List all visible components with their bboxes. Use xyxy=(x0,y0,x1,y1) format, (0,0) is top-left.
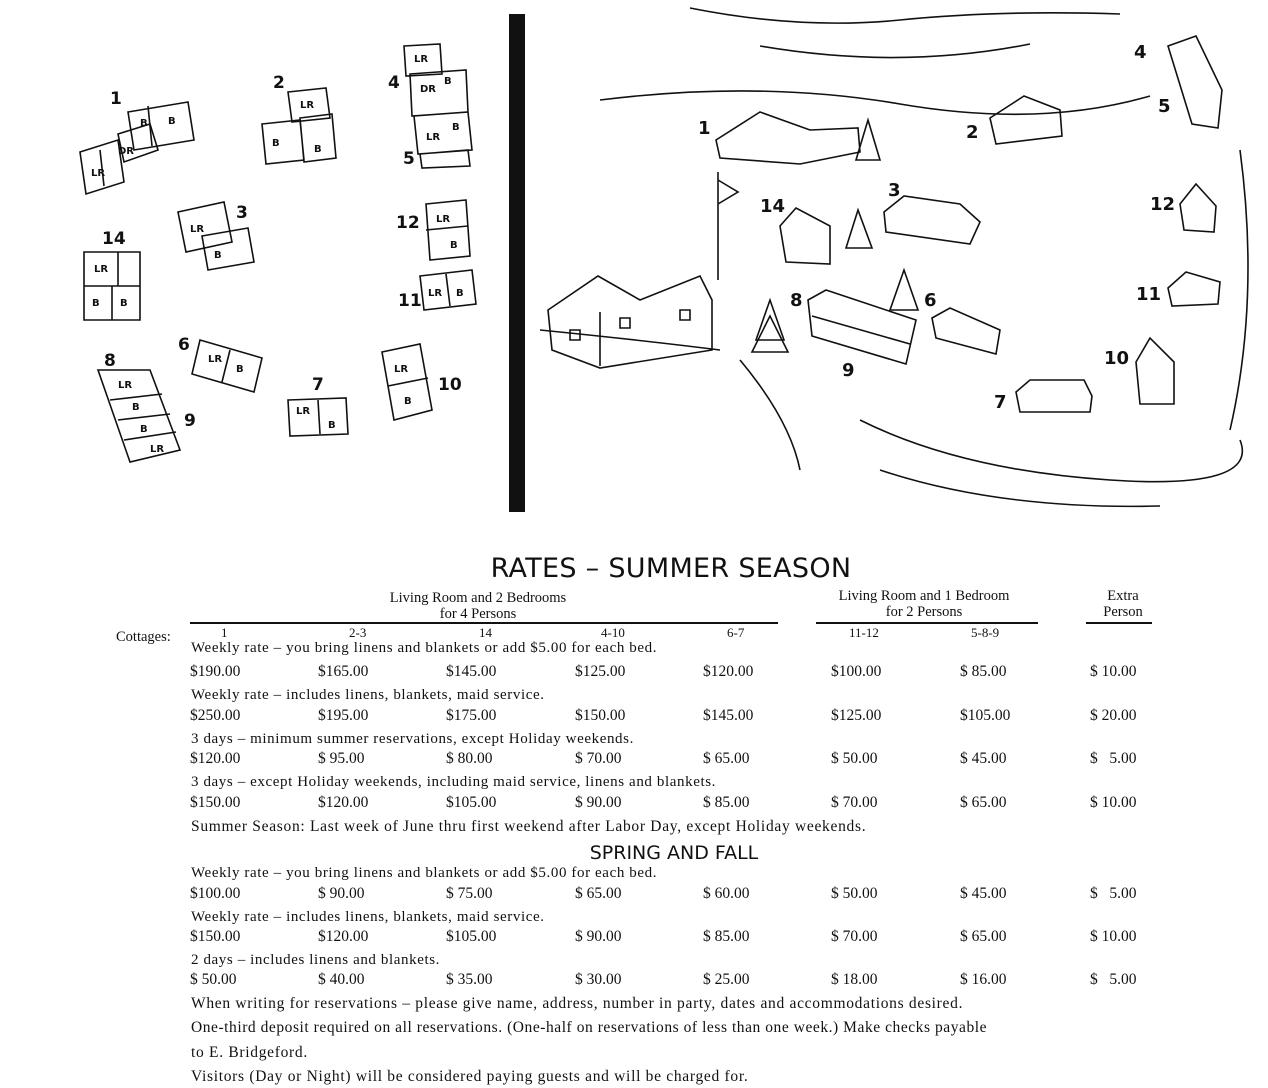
scene-number-14: 14 xyxy=(760,196,786,217)
price-cell: $120.00 xyxy=(703,663,754,680)
svg-text:B: B xyxy=(444,76,452,87)
price-cell: $ 30.00 xyxy=(575,971,622,988)
floor-plan-8-9 xyxy=(98,351,196,462)
price-cell: $120.00 xyxy=(318,928,369,945)
floor-plan-12 xyxy=(396,200,470,260)
floor-plan-number-2: 2 xyxy=(273,73,285,93)
price-cell: $105.00 xyxy=(446,794,497,811)
price-cell: $120.00 xyxy=(190,750,241,767)
price-cell: $ 5.00 xyxy=(1090,885,1137,902)
price-cell: $ 65.00 xyxy=(960,928,1007,945)
floor-plan-2 xyxy=(262,73,336,164)
floor-plan-number-12: 12 xyxy=(396,213,420,233)
site-drawing xyxy=(540,8,1248,506)
scene-number-12: 12 xyxy=(1150,194,1176,215)
price-cell: $ 70.00 xyxy=(831,928,878,945)
group-a-header-line2: for 4 Persons xyxy=(439,606,517,622)
floor-plan-number-14: 14 xyxy=(102,229,126,249)
column-header: 6-7 xyxy=(727,625,745,640)
rate-row-desc: Weekly rate – you bring linens and blankets or add $5.00 for each bed. xyxy=(191,640,658,656)
rates-title: RATES – SUMMER SEASON xyxy=(490,553,852,584)
price-cell: $ 10.00 xyxy=(1090,928,1137,945)
price-cell: $ 10.00 xyxy=(1090,663,1137,680)
price-cell: $150.00 xyxy=(575,707,626,724)
price-cell: $ 70.00 xyxy=(575,750,622,767)
floor-plan-11 xyxy=(398,270,476,311)
svg-text:LR: LR xyxy=(118,380,133,391)
group-b-header-line1: Living Room and 1 Bedroom xyxy=(838,588,1010,604)
svg-text:LR: LR xyxy=(208,354,223,365)
price-cell: $125.00 xyxy=(575,663,626,680)
svg-text:B: B xyxy=(140,118,148,129)
summer-season-note: Summer Season: Last week of June thru first weekend after Labor Day, except Holiday weekends. xyxy=(191,818,867,835)
column-header: 4-10 xyxy=(601,625,625,640)
price-cell: $ 85.00 xyxy=(960,663,1007,680)
svg-text:B: B xyxy=(456,288,464,299)
scene-number-8: 8 xyxy=(790,290,803,311)
svg-text:LR: LR xyxy=(428,288,443,299)
cottage-illustration xyxy=(0,0,1268,530)
price-cell: $ 50.00 xyxy=(831,885,878,902)
floor-plan-number-5: 5 xyxy=(403,149,415,169)
price-cell: $ 45.00 xyxy=(960,885,1007,902)
divider-bar xyxy=(509,14,525,512)
floor-plan-7 xyxy=(288,375,348,436)
svg-text:LR: LR xyxy=(426,132,441,143)
group-a-header xyxy=(350,590,606,622)
price-cell: $ 75.00 xyxy=(446,885,493,902)
scene-number-3: 3 xyxy=(888,180,901,201)
cottages-label: Cottages: xyxy=(116,629,171,645)
group-b-header xyxy=(806,588,1042,620)
scene-number-2: 2 xyxy=(966,122,979,143)
svg-text:LR: LR xyxy=(436,214,451,225)
svg-text:B: B xyxy=(92,298,100,309)
rate-row-desc: 3 days – except Holiday weekends, including maid service, linens and blankets. xyxy=(191,774,717,790)
price-cell: $ 20.00 xyxy=(1090,707,1137,724)
group-b-header-line2: for 2 Persons xyxy=(885,604,963,620)
price-cell: $ 95.00 xyxy=(318,750,365,767)
floor-plan-number-1: 1 xyxy=(110,89,122,109)
scene-number-1: 1 xyxy=(698,118,711,139)
price-cell: $ 90.00 xyxy=(318,885,365,902)
floor-plan-number-11: 11 xyxy=(398,291,422,311)
price-cell: $ 50.00 xyxy=(190,971,237,988)
price-cell: $ 18.00 xyxy=(831,971,878,988)
svg-text:LR: LR xyxy=(91,168,106,179)
price-cell: $ 35.00 xyxy=(446,971,493,988)
floor-plan-number-6: 6 xyxy=(178,335,190,355)
scene-number-7: 7 xyxy=(994,392,1007,413)
scene-number-11: 11 xyxy=(1136,284,1162,305)
svg-text:B: B xyxy=(452,122,460,133)
extra-header-line1: Extra xyxy=(1107,588,1139,604)
floor-plan-number-4: 4 xyxy=(388,73,400,93)
group-b-rule xyxy=(816,622,1038,624)
svg-text:B: B xyxy=(272,138,280,149)
price-cell: $105.00 xyxy=(960,707,1011,724)
svg-text:B: B xyxy=(168,116,176,127)
floor-plans xyxy=(80,44,476,462)
price-cell: $120.00 xyxy=(318,794,369,811)
column-header: 14 xyxy=(479,625,492,640)
floor-plan-14 xyxy=(84,229,140,320)
rate-row-desc: Weekly rate – you bring linens and blankets or add $5.00 for each bed. xyxy=(191,865,658,881)
flag-pole xyxy=(718,172,738,280)
floor-plan-number-7: 7 xyxy=(312,375,324,395)
svg-text:DR: DR xyxy=(420,84,437,95)
scene-number-5: 5 xyxy=(1158,96,1171,117)
price-cell: $100.00 xyxy=(831,663,882,680)
group-a-header-line1: Living Room and 2 Bedrooms xyxy=(389,590,567,606)
svg-text:B: B xyxy=(236,364,244,375)
price-cell: $ 16.00 xyxy=(960,971,1007,988)
svg-text:LR: LR xyxy=(394,364,409,375)
column-header: 1 xyxy=(221,625,228,640)
price-cell: $ 90.00 xyxy=(575,794,622,811)
group-a-rule xyxy=(190,622,778,624)
price-cell: $ 85.00 xyxy=(703,928,750,945)
floor-plan-10 xyxy=(382,344,462,420)
svg-text:LR: LR xyxy=(94,264,109,275)
price-cell: $ 25.00 xyxy=(703,971,750,988)
rate-row-desc: Weekly rate – includes linens, blankets, maid service. xyxy=(191,909,545,925)
spring-fall-title: SPRING AND FALL xyxy=(589,842,759,864)
svg-text:B: B xyxy=(214,250,222,261)
rate-row-desc: 3 days – minimum summer reservations, except Holiday weekends. xyxy=(191,731,634,747)
svg-text:LR: LR xyxy=(150,444,165,455)
rate-row-desc: Weekly rate – includes linens, blankets, maid service. xyxy=(191,687,545,703)
price-cell: $ 65.00 xyxy=(703,750,750,767)
price-cell: $ 45.00 xyxy=(960,750,1007,767)
svg-text:B: B xyxy=(404,396,412,407)
svg-text:B: B xyxy=(314,144,322,155)
column-header: 5-8-9 xyxy=(971,625,1000,640)
svg-text:B: B xyxy=(450,240,458,251)
svg-text:LR: LR xyxy=(414,54,429,65)
price-cell: $ 90.00 xyxy=(575,928,622,945)
price-cell: $ 80.00 xyxy=(446,750,493,767)
column-header: 11-12 xyxy=(849,625,879,640)
svg-text:LR: LR xyxy=(190,224,205,235)
scene-number-6: 6 xyxy=(924,290,937,311)
floor-plan-1 xyxy=(80,89,194,194)
svg-text:LR: LR xyxy=(296,406,311,417)
scene-number-9: 9 xyxy=(842,360,855,381)
floor-plan-6 xyxy=(178,335,262,392)
price-cell: $ 60.00 xyxy=(703,885,750,902)
visitors-note: Visitors (Day or Night) will be considered paying guests and will be charged for. xyxy=(191,1068,749,1085)
svg-text:DR: DR xyxy=(118,146,135,157)
floor-plan-number-10: 10 xyxy=(438,375,462,395)
extra-person-header xyxy=(1086,588,1160,620)
price-cell: $100.00 xyxy=(190,885,241,902)
floor-plan-3 xyxy=(178,202,254,270)
price-cell: $145.00 xyxy=(703,707,754,724)
price-cell: $ 65.00 xyxy=(960,794,1007,811)
price-cell: $125.00 xyxy=(831,707,882,724)
column-header: 2-3 xyxy=(349,625,367,640)
main-lodge xyxy=(548,276,712,368)
svg-text:B: B xyxy=(140,424,148,435)
deposit-note: One-third deposit required on all reservations. (One-half on reservations of less than one week.) Make checks payable xyxy=(191,1019,988,1036)
price-cell: $250.00 xyxy=(190,707,241,724)
price-cell: $150.00 xyxy=(190,928,241,945)
svg-text:B: B xyxy=(328,420,336,431)
price-cell: $ 50.00 xyxy=(831,750,878,767)
price-cell: $ 5.00 xyxy=(1090,971,1137,988)
price-cell: $105.00 xyxy=(446,928,497,945)
price-cell: $ 40.00 xyxy=(318,971,365,988)
price-cell: $165.00 xyxy=(318,663,369,680)
extra-header-line2: Person xyxy=(1103,604,1143,620)
price-cell: $ 85.00 xyxy=(703,794,750,811)
extra-rule xyxy=(1086,622,1152,624)
rate-row-desc: 2 days – includes linens and blankets. xyxy=(191,952,441,968)
price-cell: $ 10.00 xyxy=(1090,794,1137,811)
svg-text:B: B xyxy=(120,298,128,309)
floor-plan-number-9: 9 xyxy=(184,411,196,431)
svg-text:B: B xyxy=(132,402,140,413)
scene-number-4: 4 xyxy=(1134,42,1147,63)
price-cell: $145.00 xyxy=(446,663,497,680)
price-cell: $190.00 xyxy=(190,663,241,680)
price-cell: $175.00 xyxy=(446,707,497,724)
payable-note: to E. Bridgeford. xyxy=(191,1044,308,1061)
price-cell: $ 5.00 xyxy=(1090,750,1137,767)
floor-plan-number-8: 8 xyxy=(104,351,116,371)
reservation-note: When writing for reservations – please give name, address, number in party, dates and accommodations desired. xyxy=(191,995,964,1012)
floor-plan-number-3: 3 xyxy=(236,203,248,223)
price-cell: $ 70.00 xyxy=(831,794,878,811)
price-cell: $195.00 xyxy=(318,707,369,724)
price-cell: $ 65.00 xyxy=(575,885,622,902)
price-cell: $150.00 xyxy=(190,794,241,811)
svg-text:LR: LR xyxy=(300,100,315,111)
scene-number-10: 10 xyxy=(1104,348,1130,369)
floor-plan-4-5 xyxy=(388,44,472,169)
